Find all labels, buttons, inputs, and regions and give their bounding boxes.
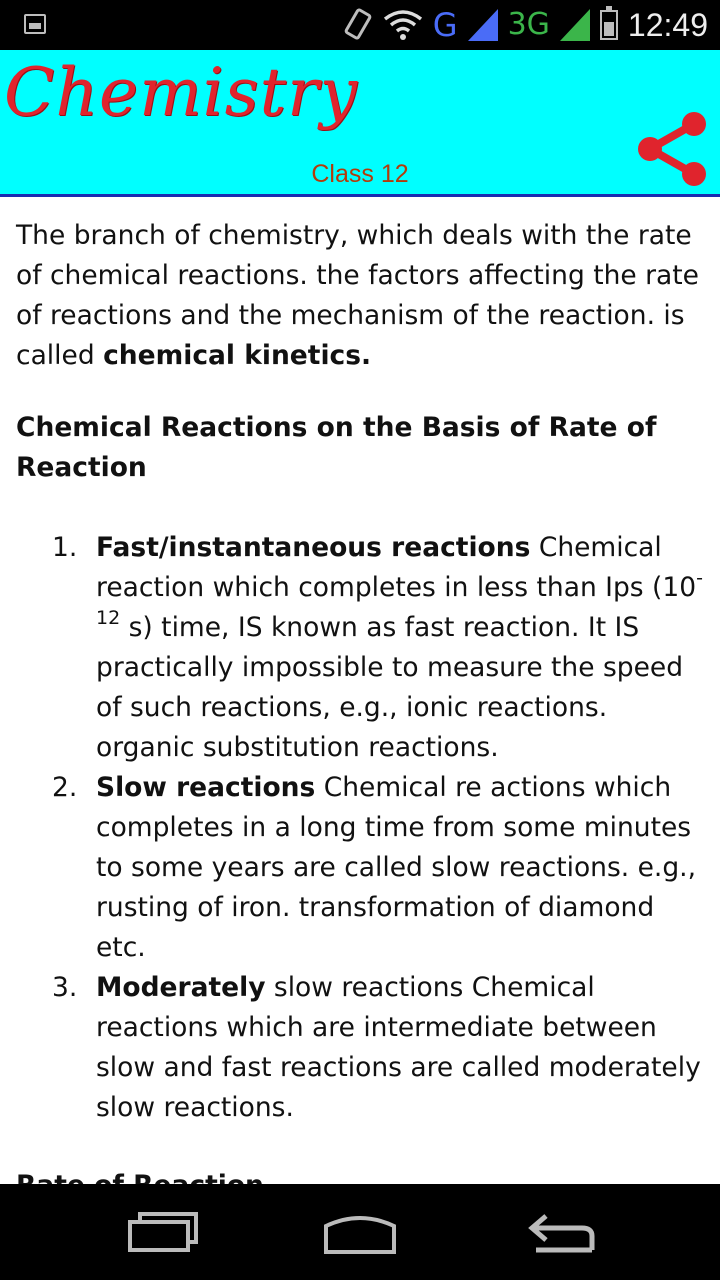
status-icons [343,0,720,50]
vibrate-icon [343,8,373,42]
list-item-title: Fast/instantaneous reactions [96,532,531,563]
signal-icon-1 [468,9,498,41]
app-header [0,50,720,197]
list-item [16,968,704,1128]
list-number: 3. [52,972,78,1003]
wifi-icon [383,9,423,41]
list-item-text: Chemical reaction which completes in less than Ips (10 [96,532,697,603]
status-bar [0,0,720,50]
list-item-title: Moderately [96,972,266,1003]
list-item-text: s) time, IS known as fast reaction. It IS practically impossible to measure the speed of such reactions, e.g., ionic reactions. organic substitution reactions. [96,612,684,763]
list-item-text: slow reactions Chemical reactions which are intermediate between slow and fast reactions are called moderately slow reactions. [96,972,701,1123]
article-content[interactable] [0,200,720,1184]
back-icon[interactable] [522,1206,602,1258]
network-type-3g: 3G [507,7,550,42]
class-subtitle: Class 12 [311,160,409,188]
list-item [16,768,704,968]
signal-icon-2 [560,9,590,41]
intro-text: The branch of chemistry, which deals with the rate of chemical reactions. the factors affecting the rate of reactions and the mechanism of the reaction. is called [16,220,699,371]
intro-paragraph [16,216,704,376]
list-number: 1. [52,532,78,563]
list-item-text: Chemical re actions which completes in a long time from some minutes to some years are called slow reactions. e.g., rusting of iron. transformation of diamond etc. [96,772,697,963]
reaction-types-list [16,528,704,1128]
navigation-bar [0,1184,720,1280]
battery-icon [600,10,618,40]
intro-bold-term: chemical kinetics. [103,340,372,371]
list-number: 2. [52,772,78,803]
list-item [16,528,704,768]
section-heading: Chemical Reactions on the Basis of Rate of Reaction [16,412,657,483]
gallery-notification-icon [24,14,46,34]
list-item-title: Slow reactions [96,772,316,803]
home-icon[interactable] [320,1206,400,1258]
network-type-g: G [432,6,458,44]
recent-apps-icon[interactable] [124,1206,204,1258]
clock: 12:49 [627,7,708,43]
app-logo: Chemistry [4,54,358,131]
exponent: -12 [96,567,703,629]
